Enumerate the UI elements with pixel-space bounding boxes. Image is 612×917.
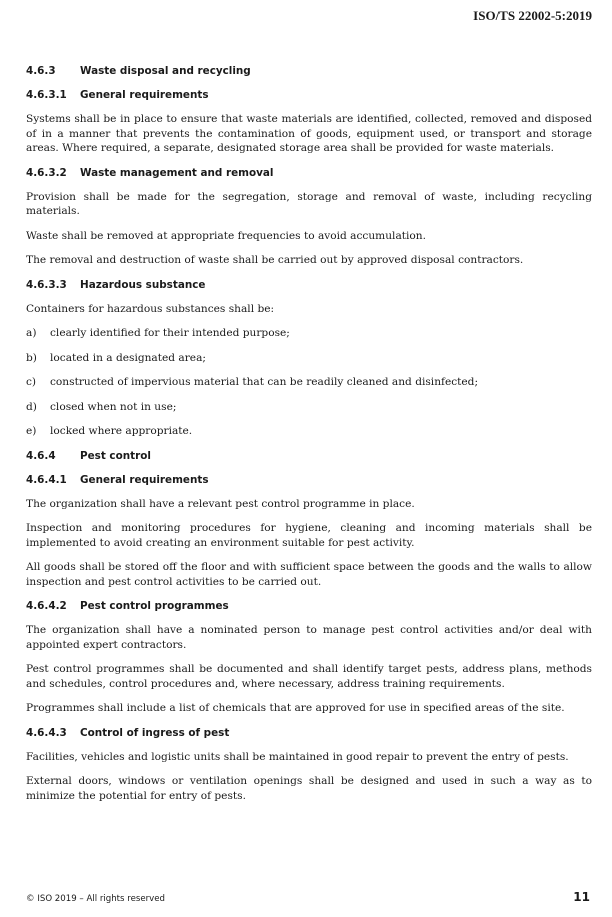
section-number: 4.6.3.2 (26, 166, 67, 179)
section-title: General requirements (80, 89, 209, 101)
list-marker: c) (26, 376, 37, 388)
paragraph: Containers for hazardous substances shall be: (26, 302, 275, 315)
document-id: ISO/TS 22002-5:2019 (473, 8, 592, 23)
section-number: 4.6.4 (26, 449, 56, 462)
section-title: Pest control programmes (80, 600, 229, 612)
section-heading-4-6-3 (26, 64, 592, 78)
list-item (26, 400, 592, 415)
document-body (26, 64, 592, 813)
section-title: Hazardous substance (80, 278, 206, 291)
paragraph: Systems shall be in place to ensure that waste materials are identified, collected, removed and disposed of in a manner that prevents the contamination of goods, equipment used, or transport and storage areas. Where required, a separate, designated storage area shall be provided for waste materials. (26, 113, 592, 154)
section-number: 4.6.4.1 (26, 473, 67, 486)
section-title: Waste disposal and recycling (80, 65, 251, 77)
section-heading-4-6-3-1 (26, 88, 592, 102)
paragraph: The organization shall have a relevant pest control programme in place. (26, 497, 415, 510)
list-marker: e) (26, 425, 37, 437)
paragraph: The removal and destruction of waste shall be carried out by approved disposal contractors. (26, 254, 524, 266)
list-item-text: clearly identified for their intended purpose; (50, 327, 290, 339)
section-title: Waste management and removal (80, 166, 274, 179)
section-title: Control of ingress of pest (80, 726, 230, 739)
section-heading-4-6-3-2 (26, 166, 592, 180)
hazardous-container-list (26, 326, 592, 439)
list-item (26, 375, 592, 390)
page-number: 11 (573, 890, 590, 904)
list-item-text: closed when not in use; (50, 400, 177, 413)
copyright-notice: © ISO 2019 – All rights reserved (26, 894, 165, 904)
list-marker: d) (26, 400, 37, 413)
section-number: 4.6.4.3 (26, 726, 67, 739)
paragraph: All goods shall be stored off the floor and with sufficient space between the goods and the walls to allow inspection and pest control activities to be carried out. (26, 561, 592, 588)
list-item (26, 424, 592, 439)
paragraph: Inspection and monitoring procedures for hygiene, cleaning and incoming materials shall be implemented to avoid creating an environment suitable for pest activity. (26, 522, 592, 549)
section-heading-4-6-4-1 (26, 473, 592, 487)
paragraph: The organization shall have a nominated person to manage pest control activities and/or deal with appointed expert contractors. (26, 624, 592, 651)
section-heading-4-6-4 (26, 449, 592, 463)
paragraph: Provision shall be made for the segregation, storage and removal of waste, including recycling materials. (26, 190, 592, 217)
section-number: 4.6.3.3 (26, 278, 67, 291)
section-title: Pest control (80, 449, 151, 462)
section-heading-4-6-3-3 (26, 278, 592, 292)
section-title: General requirements (80, 473, 209, 486)
section-number: 4.6.4.2 (26, 600, 67, 612)
list-item-text: located in a designated area; (50, 351, 206, 364)
list-item (26, 326, 592, 341)
list-item (26, 351, 592, 366)
section-heading-4-6-4-2 (26, 599, 592, 613)
list-item-text: constructed of impervious material that can be readily cleaned and disinfected; (50, 376, 479, 388)
paragraph: Waste shall be removed at appropriate frequencies to avoid accumulation. (26, 229, 426, 242)
list-marker: b) (26, 351, 37, 364)
section-number: 4.6.3.1 (26, 89, 67, 101)
section-number: 4.6.3 (26, 65, 56, 77)
paragraph: Pest control programmes shall be documented and shall identify target pests, address plans, methods and schedules, control procedures and, where necessary, address training requirements. (26, 663, 592, 690)
section-heading-4-6-4-3 (26, 726, 592, 740)
paragraph: External doors, windows or ventilation openings shall be designed and used in such a way as to minimize the potential for entry of pests. (26, 775, 592, 802)
paragraph: Programmes shall include a list of chemicals that are approved for use in specified areas of the site. (26, 702, 565, 714)
list-marker: a) (26, 327, 37, 339)
paragraph: Facilities, vehicles and logistic units shall be maintained in good repair to prevent the entry of pests. (26, 750, 569, 763)
list-item-text: locked where appropriate. (50, 425, 193, 437)
